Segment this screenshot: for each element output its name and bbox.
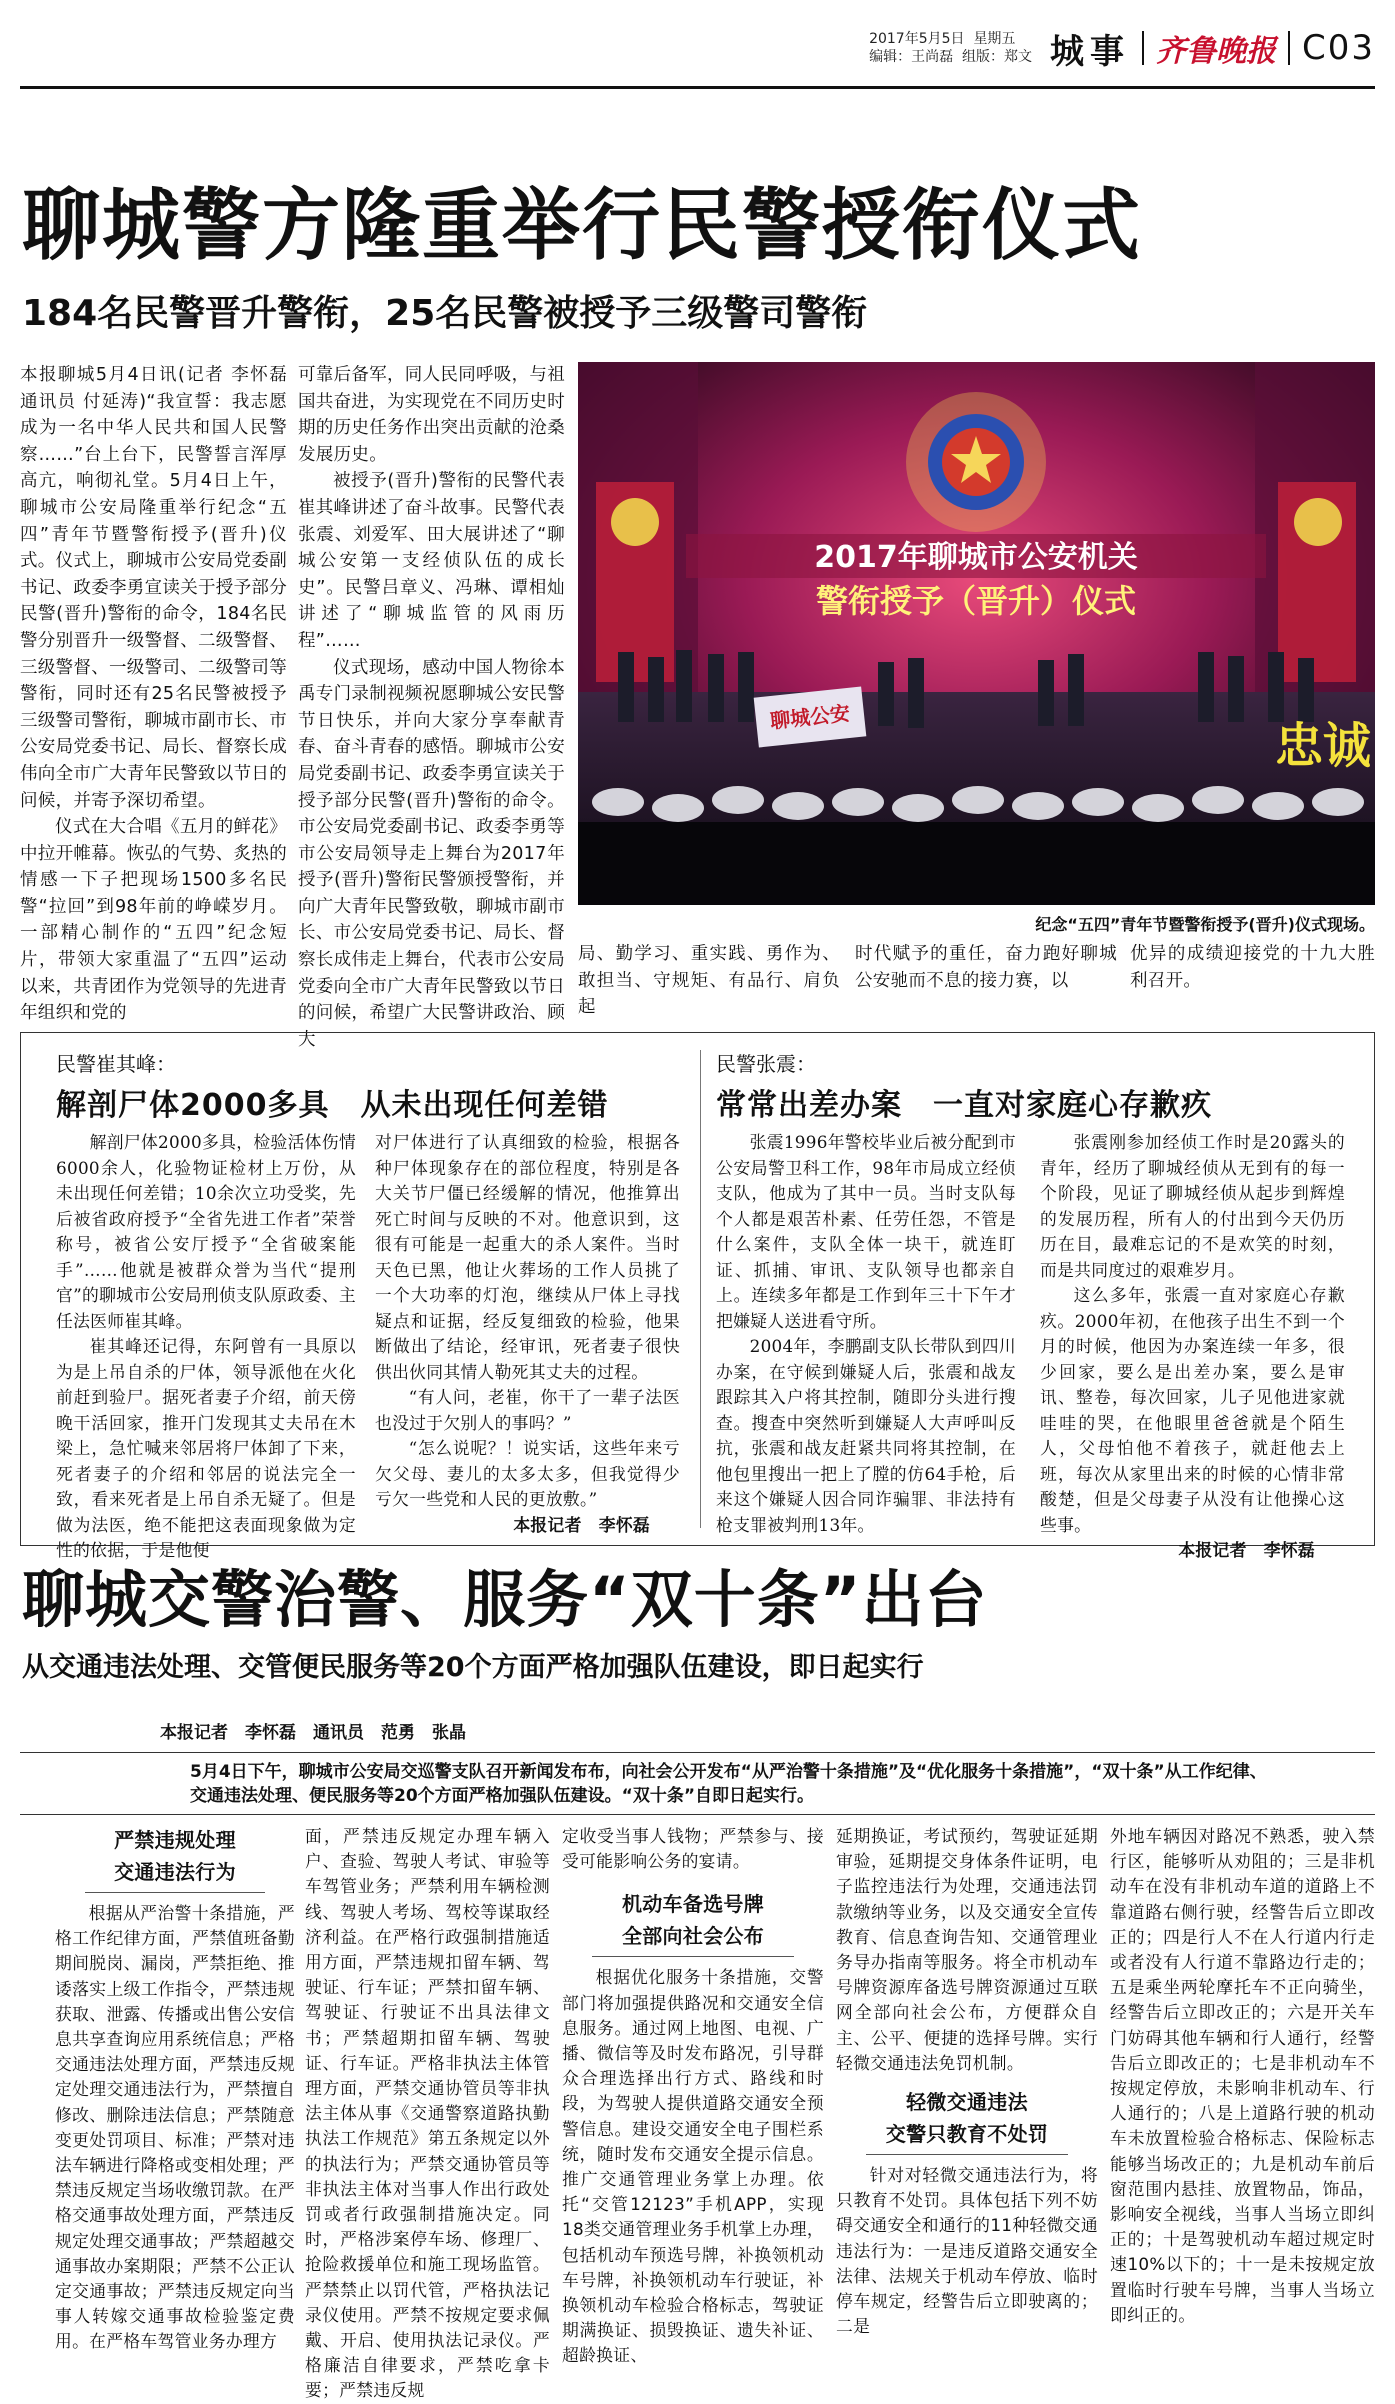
profile-paragraph: 崔其峰还记得，东阿曾有一具原以为是上吊自杀的尸体，领导派他在火化前赶到验尸。据死者妻子介绍，前天傍晚干活回家，推开门发现其丈夫吊在木梁上，急忙喊来邻居将尸体卸了下来，死者妻子的介绍和邻居的说法完全一致，看来死者是上吊自杀无疑了。但是做为法医，绝不能把这表面现象做为定性的依据，于是他便 — [56, 1336, 356, 1560]
article1-column-3 — [578, 941, 840, 1016]
article2-rule — [20, 1752, 1375, 1753]
newspaper-logo: 齐鲁晚报 — [1155, 34, 1276, 69]
profile-right-column-1 — [716, 1130, 1016, 1536]
article1-column-2 — [298, 362, 565, 1050]
article1-column-1 — [20, 362, 287, 1024]
photo-banner-line2: 警衔授予（晋升）仪式 — [815, 582, 1137, 620]
article1-paragraph: 本报聊城5月4日讯(记者 李怀磊 通讯员 付延涛)“我宣誓：我志愿成为一名中华人民共和国人民警察……”台上台下，民警誓言浑厚高亢，响彻礼堂。5月4日上午，聊城市公安局隆重举行纪念“五四”青年节暨警衔授予(晋升)仪式。仪式上，聊城市公安局党委副书记、政委李勇宣读关于授予部分民警(晋升)警衔的命令，184名民警分别晋升一级警督、二级警督、三级警督、一级警司、二级警司等警衔，同时还有25名民警被授予三级警司警衔，聊城市副市长、市公安局党委书记、局长、督察长成伟向全市广大青年民警致以节日的问候，并寄予深切希望。 — [20, 365, 287, 811]
article2-paragraph: 外地车辆因对路况不熟悉，驶入禁行区，能够听从劝阻的；三是非机动车在没有非机动车道的道路上不靠道路右侧行驶，经警告后立即改正的；四是行人不在人行道内行走或者没有人行道不靠路边行走的；五是乘坐两轮摩托车不正向骑坐，经警告后立即改正的；六是开关车门妨碍其他车辆和行人通行，经警告后立即改正的；七是非机动车不按规定停放，未影响非机动车、行人通行的；八是上道路行驶的机动车未放置检验合格标志、保险标志能够当场改正的；九是机动车前后窗范围内悬挂、放置物品，饰品，影响安全视线，当事人当场立即纠正的；十是驾驶机动车超过规定时速10%以下的；十一是未按规定放置临时行驶车号牌，当事人当场立即纠正的。 — [1110, 1826, 1375, 2325]
section-heading-rule — [866, 2154, 1068, 2155]
article2-byline: 本报记者 李怀磊 通讯员 范勇 张晶 — [160, 1723, 466, 1743]
section-name: 城事 — [1049, 31, 1130, 72]
header-weekday: 星期五 — [973, 31, 1016, 47]
article1-paragraph: 优异的成绩迎接党的十九大胜利召开。 — [1130, 944, 1375, 991]
article2-paragraph: 针对对轻微交通违法行为，将只教育不处罚。具体包括下列不妨碍交通安全和通行的11种轻微交通违法行为：一是违反道路交通安全法律、法规关于机动车停放、临时停车规定，经警告后立即驶离的；二是 — [836, 2165, 1098, 2337]
article1-paragraph: 仪式在大合唱《五月的鲜花》中拉开帷幕。恢弘的气势、炙热的情感一下子把现场1500多名民警“拉回”到98年前的峥嵘岁月。一部精心制作的“五四”纪念短片，带领大家重温了“五四”运动以来，共青团作为党领导的先进青年组织和党的 — [20, 817, 287, 1024]
profile-right-label: 民警张震： — [716, 1052, 816, 1076]
article2-paragraph: 定收受当事人钱物；严禁参与、接受可能影响公务的宴请。 — [562, 1826, 824, 1872]
profile-left-title: 解剖尸体2000多具 从未出现任何差错 — [56, 1088, 609, 1123]
profile-paragraph: 张震1996年警校毕业后被分配到市公安局警卫科工作，98年市局成立经侦支队，他成为了其中一员。当时支队每个人都是艰苦朴素、任劳任怨，不管是什么案件，支队全体一块干，就连盯证、抓捕、审讯、支队领导也都亲自上。连续多年都是工作到年三十下午才把嫌疑人送进看守所。 — [716, 1132, 1016, 1331]
article2-paragraph: 面，严禁违反规定办理车辆入户、查验、驾驶人考试、审验等车驾管业务；严禁利用车辆检测线、驾驶人考场、驾校等谋取经济利益。在严格行政强制措施适用方面，严禁违规扣留车辆、驾驶证、行车证；严禁扣留车辆、驾驶证、行驶证不出具法律文书；严禁超期扣留车辆、驾驶证、行车证。严格非执法主体管理方面，严禁交通协管员等非执法主体从事《交通警察道路执勤执法工作规范》第五条规定以外的执法行为；严禁交通协管员等非执法主体对当事人作出行政处罚或者行政强制措施决定。同时，严格涉案停车场、修理厂、抢险救援单位和施工现场监管。严禁禁止以罚代管，严格执法记录仪使用。严禁不按规定要求佩戴、开启、使用执法记录仪。严格廉洁自律要求，严禁吃拿卡要；严禁违反规 — [305, 1826, 550, 2401]
section-heading: 轻微交通违法 — [906, 2090, 1028, 2115]
profile-paragraph: 这么多年，张震一直对家庭心存歉疚。2000年初，在他孩子出生不到一个月的时候，他因为办案连续一年多，很少回家，要么是出差办案，要么是审讯、整卷，每次回家，儿子见他进家就哇哇的哭，在他眼里爸爸就是个陌生人，父母怕他不着孩子，就赶他去上班，每次从家里出来的时候的心情非常酸楚，但是父母妻子从没有让他操心这些事。 — [1040, 1285, 1345, 1535]
header-designer: 组版：郑文 — [961, 49, 1032, 65]
article2-column-1 — [55, 1824, 295, 2384]
header-meta — [869, 30, 1032, 66]
article1-paragraph: 局、勤学习、重实践、勇作为、敢担当、守规矩、有品行、肩负起 — [578, 944, 840, 1018]
article1-column-5 — [1130, 941, 1375, 1016]
header-date: 2017年5月5日 — [869, 31, 965, 47]
photo-side-text: 忠诚 — [1274, 718, 1372, 774]
section-heading: 交通违法行为 — [114, 1860, 236, 1884]
article1-paragraph: 仪式现场，感动中国人物徐本禹专门录制视频祝愿聊城公安民警节日快乐，并向大家分享奉献青春、奋斗青春的感悟。聊城市公安局党委副书记、政委李勇宣读关于授予部分民警(晋升)警衔的命令。市公安局党委副书记、政委李勇等市公安局领导走上舞台为2017年授予(晋升)警衔民警颁授警衔，并向广大青年民警致敬，聊城市副市长、市公安局党委书记、局长、督察长成伟走上舞台，代表市公安局党委向全市广大青年民警致以节日的问候，希望广大民警讲政治、顾大 — [298, 657, 565, 1050]
header-rule — [20, 86, 1375, 89]
section-heading-rule — [85, 1892, 265, 1893]
ceremony-photo — [578, 362, 1375, 905]
header-divider — [1142, 31, 1144, 65]
section-heading: 机动车备选号牌 — [621, 1892, 765, 1917]
profile-right-byline: 本报记者 李怀磊 — [1178, 1540, 1315, 1560]
photo-flag-text: 聊城公安 — [768, 700, 852, 734]
article2-paragraph: 延期换证，考试预约，驾驶证延期审验，延期提交身体条件证明，电子监控违法行为处理，交通违法罚款缴纳等业务，以及交通安全宣传教育、信息查询告知、交通管理业务导办指南等服务。将全市机动车号牌资源库备选号牌资源通过互联网全部向社会公布，方便群众自主、公平、便捷的选择号牌。实行轻微交通违法免罚机制。 — [836, 1826, 1098, 2073]
profile-right-column-2 — [1040, 1130, 1345, 1560]
profile-left-label: 民警崔其峰： — [56, 1052, 176, 1076]
profile-left-column-1 — [56, 1130, 356, 1560]
article1-paragraph: 时代赋予的重任，奋力跑好聊城公安驰而不息的接力赛，以 — [855, 944, 1117, 991]
article2-subheadline: 从交通违法处理、交管便民服务等20个方面严格加强队伍建设，即日起实行 — [22, 1652, 924, 1683]
article1-subheadline: 184名民警晋升警衔，25名民警被授予三级警司警衔 — [22, 293, 868, 334]
section-heading: 交警只教育不处罚 — [885, 2122, 1049, 2147]
profile-left-column-2 — [375, 1130, 680, 1536]
page-number: C03 — [1301, 28, 1375, 68]
profile-paragraph: 对尸体进行了认真细致的检验，根据各种尸体现象存在的部位程度，特别是各大关节尸僵已经缓解的情况，他推算出死亡时间与反映的不对。他意识到，这很有可能是一起重大的杀人案件。当时天色已黑，他让火葬场的工作人员挑了一个大功率的灯泡，继续从尸体上寻找疑点和证据，经反复细致的检验，他果断做出了结论，经审讯，死者妻子很快供出伙同其情人勒死其丈夫的过程。 — [375, 1132, 680, 1382]
section-heading: 严禁违规处理 — [114, 1828, 236, 1852]
profile-paragraph: “怎么说呢？！说实话，这些年来亏欠父母、妻儿的太多太多，但我觉得少亏欠一些党和人民的更放敷。” — [375, 1438, 680, 1509]
article1-headline: 聊城警方隆重举行民警授衔仪式 — [22, 181, 1143, 271]
page-header — [869, 28, 1375, 72]
article2-column-3 — [562, 1824, 824, 2384]
article1-column-4 — [855, 941, 1117, 1016]
box-divider — [700, 1050, 701, 1528]
article1-paragraph: 被授予(晋升)警衔的民警代表崔其峰讲述了奋斗故事。民警代表张震、刘爱军、田大展讲述了“聊城公安第一支经侦队伍的成长史”。民警吕章义、冯琳、谭相灿讲述了“聊城监管的风雨历程”…… — [298, 471, 565, 651]
article2-paragraph: 根据优化服务十条措施，交警部门将加强提供路况和交通安全信息服务。通过网上地图、电视、广播、微信等及时发布路况，引导群众合理选择出行方式、路线和时段，为驾驶人提供道路交通安全预警信息。建设交通安全电子围栏系统，随时发布交通安全提示信息。推广交通管理业务掌上办理。依托“交管12123”手机APP，实现18类交通管理业务手机掌上办理，包括机动车预选号牌，补换领机动车号牌，补换领机动车行驶证，补换领机动车检验合格标志，驾驶证期满换证、损毁换证、遗失补证、超龄换证、 — [562, 1967, 824, 2366]
section-heading-rule — [592, 1956, 794, 1957]
article2-lead: 5月4日下午，聊城市公安局交巡警支队召开新闻发布布，向社会公开发布“从严治警十条措施”及“优化服务十条措施”，“双十条”从工作纪律、交通违法处理、便民服务等20个方面严格加强队伍建设。“双十条”自即日起实行。 — [190, 1762, 1267, 1806]
article2-paragraph: 根据从严治警十条措施，严格工作纪律方面，严禁值班备勤期间脱岗、漏岗，严禁拒绝、推诿落实上级工作指令，严禁违规获取、泄露、传播或出售公安信息共享查询应用系统信息；严格交通违法处理方面，严禁违反规定处理交通违法行为，严禁擅自修改、删除违法信息；严禁随意变更处罚项目、标准；严禁对违法车辆进行降格或变相处理；严禁违反规定当场收缴罚款。在严格交通事故处理方面，严禁违反规定处理交通事故；严禁超越交通事故办案期限；严禁不公正认定交通事故；严禁违反规定向当事人转嫁交通事故检验鉴定费用。在严格车驾管业务办理方 — [55, 1903, 295, 2352]
header-editor: 编辑：王尚磊 — [869, 49, 954, 65]
article1-paragraph: 可靠后备军，同人民同呼吸，与祖国共奋进，为实现党在不同历史时期的历史任务作出突出贡献的沧桑发展历史。 — [298, 365, 565, 465]
profile-paragraph: 2004年，李鹏副支队长带队到四川办案，在守候到嫌疑人后，张震和战友跟踪其入户将其控制，随即分头进行搜查。搜查中突然听到嫌疑人大声呼叫反抗，张震和战友赶紧共同将其控制，在他包里搜出一把上了膛的仿64手枪，后来这个嫌疑人因合同诈骗罪、非法持有枪支罪被判刑13年。 — [716, 1336, 1016, 1535]
profile-paragraph: 解剖尸体2000多具，检验活体伤情6000余人，化验物证检材上万份，从未出现任何差错；10余次立功受奖，先后被省政府授予“全省先进工作者”荣誉称号，被省公安厅授予“全省破案能手”……他就是被群众誉为当代“提刑官”的聊城市公安局刑侦支队原政委、主任法医师崔其峰。 — [56, 1132, 356, 1331]
photo-banner-line1: 2017年聊城市公安机关 — [814, 540, 1138, 575]
profile-paragraph: 张震刚参加经侦工作时是20露头的青年，经历了聊城经侦从无到有的每一个阶段，见证了聊城经侦从起步到辉煌的发展历程，所有人的付出到今天仍历历在目，最难忘记的不是欢笑的时刻，而是共同度过的艰难岁月。 — [1040, 1132, 1345, 1280]
article2-column-4 — [836, 1824, 1098, 2384]
article2-headline: 聊城交警治警、服务“双十条”出台 — [22, 1563, 988, 1636]
article2-column-5 — [1110, 1824, 1375, 2384]
article2-rule — [20, 1814, 1375, 1815]
article2-column-2 — [305, 1824, 550, 2401]
profile-right-title: 常常出差办案 一直对家庭心存歉疚 — [716, 1088, 1212, 1123]
section-heading: 全部向社会公布 — [621, 1924, 765, 1949]
header-divider — [1288, 31, 1290, 65]
profile-paragraph: “有人问，老崔，你干了一辈子法医也没过于欠别人的事吗？” — [375, 1387, 680, 1433]
profile-left-byline: 本报记者 李怀磊 — [513, 1514, 650, 1535]
photo-caption: 纪念“五四”青年节暨警衔授予(晋升)仪式现场。 — [1035, 915, 1375, 934]
ceremony-photo-graphic — [578, 362, 1375, 905]
